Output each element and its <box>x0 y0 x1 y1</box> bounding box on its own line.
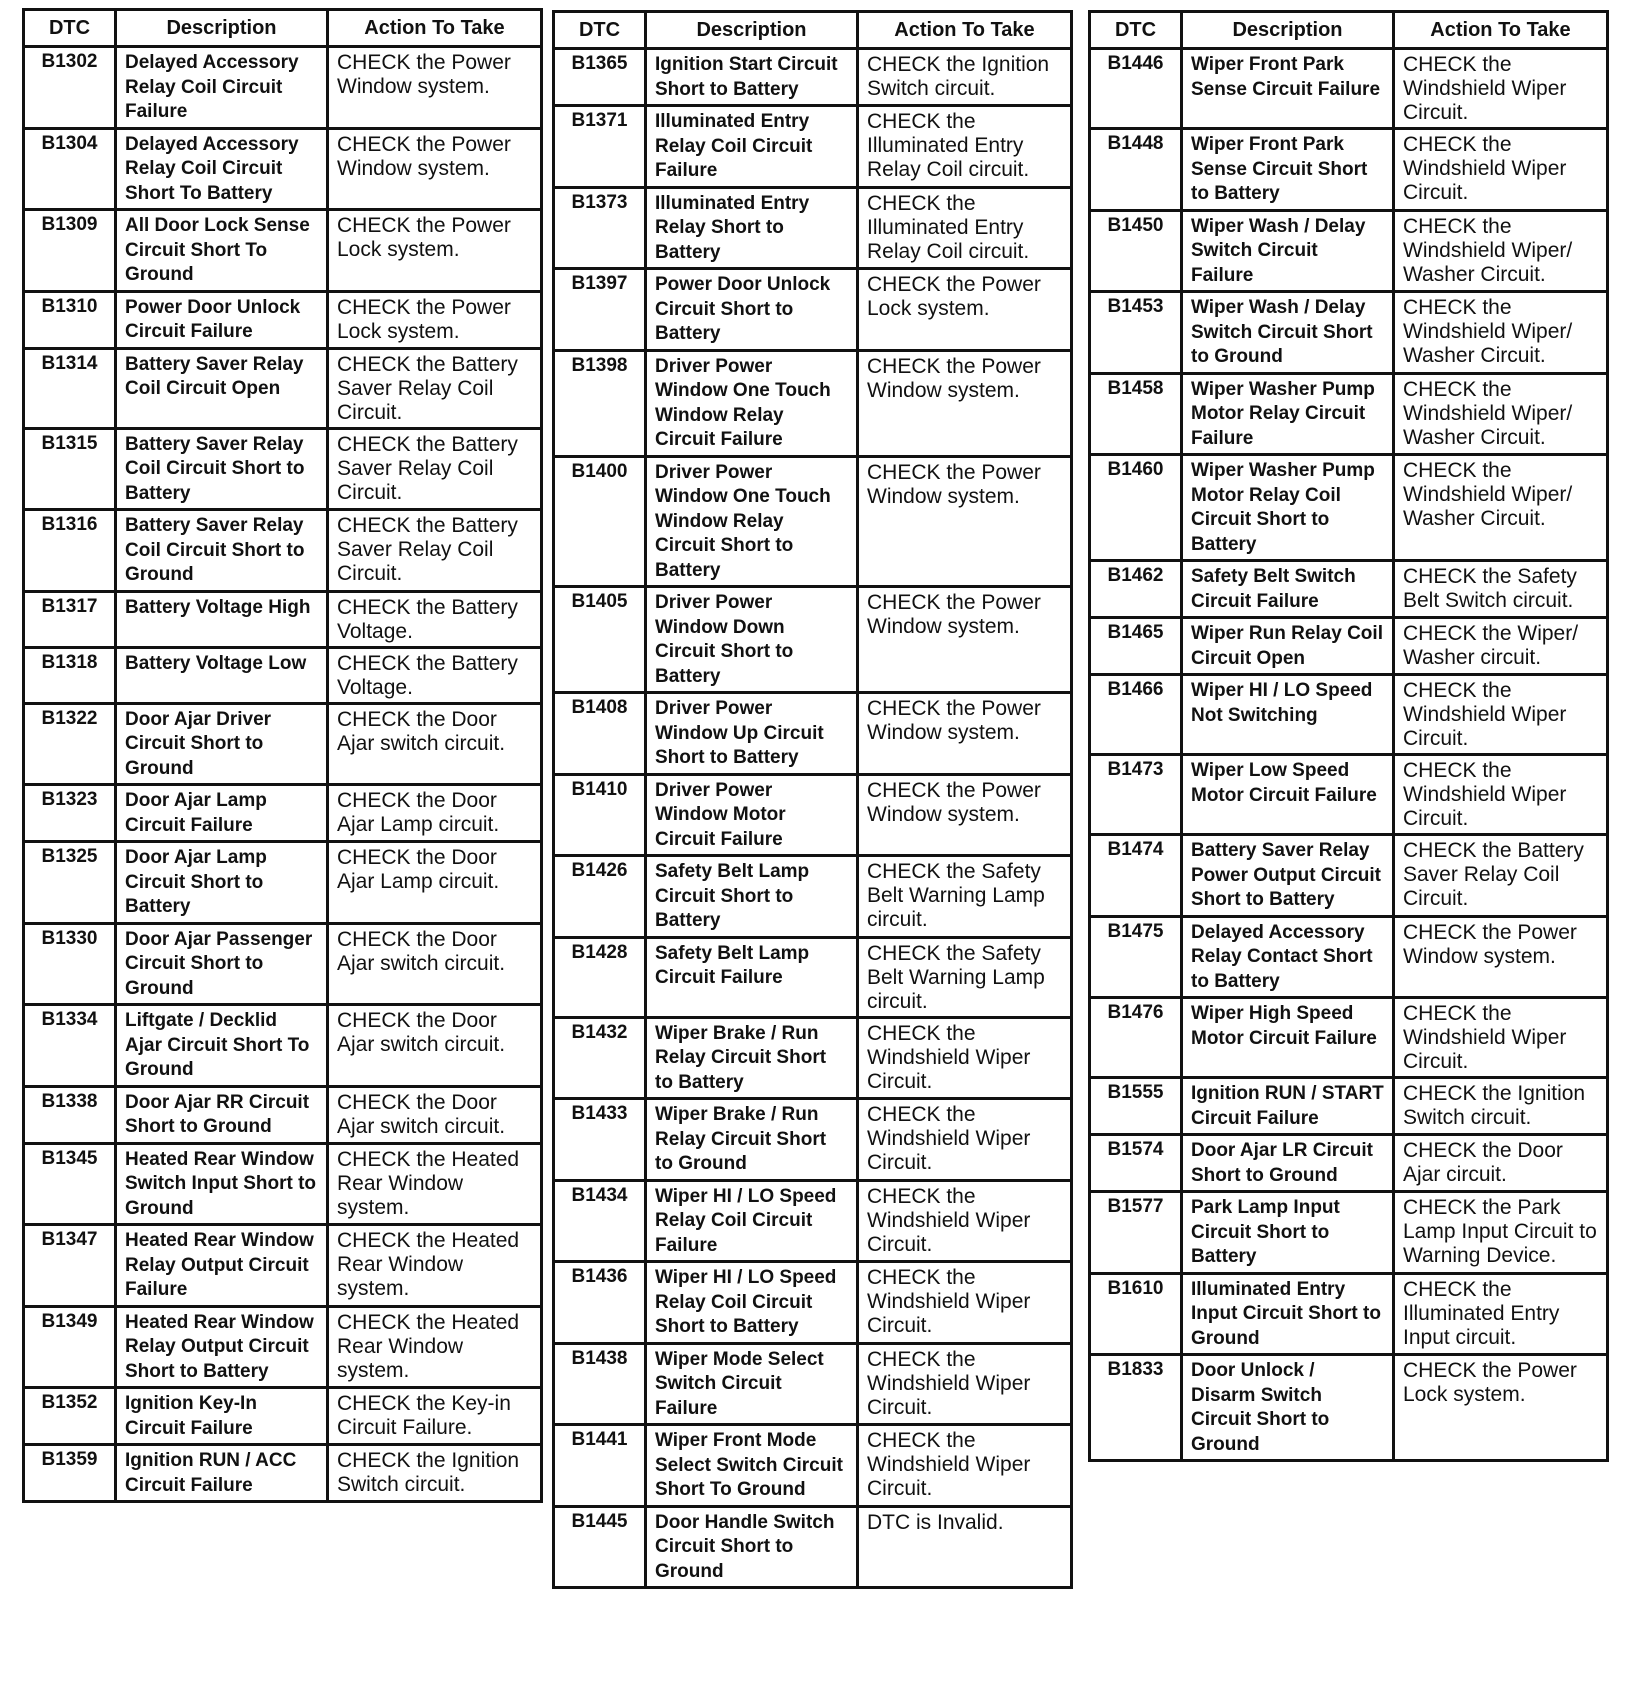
table-row <box>554 350 1072 456</box>
dtc-code-cell: B1352 <box>24 1388 116 1445</box>
description-cell: Wiper HI / LO Speed Relay Coil Circuit Short to Battery <box>646 1262 858 1344</box>
action-cell: CHECK the Power Window system. <box>858 774 1072 856</box>
description-cell: Driver Power Window One Touch Window Relay Circuit Short to Battery <box>646 456 858 587</box>
column-header-description: Description <box>1182 12 1394 49</box>
table-row <box>24 647 542 703</box>
action-cell: CHECK the Power Window system. <box>858 693 1072 775</box>
action-cell: CHECK the Door Ajar Lamp circuit. <box>328 842 542 924</box>
action-cell: CHECK the Windshield Wiper/ Washer Circuit. <box>1394 210 1608 292</box>
action-cell: CHECK the Windshield Wiper Circuit. <box>858 1017 1072 1099</box>
action-cell: CHECK the Park Lamp Input Circuit to Warning Device. <box>1394 1192 1608 1274</box>
description-cell: Battery Voltage High <box>116 591 328 647</box>
action-cell: CHECK the Power Lock system. <box>328 210 542 292</box>
dtc-code-cell: B1453 <box>1090 292 1182 374</box>
table-row <box>1090 1355 1608 1461</box>
action-cell: CHECK the Safety Belt Warning Lamp circuit. <box>858 937 1072 1017</box>
action-cell: CHECK the Ignition Switch circuit. <box>1394 1078 1608 1135</box>
action-cell: CHECK the Power Window system. <box>858 456 1072 587</box>
dtc-code-cell: B1317 <box>24 591 116 647</box>
column-header-dtc: DTC <box>24 10 116 47</box>
column-header-action: Action To Take <box>328 10 542 47</box>
table-row <box>24 1143 542 1225</box>
dtc-code-cell: B1309 <box>24 210 116 292</box>
dtc-code-cell: B1410 <box>554 774 646 856</box>
dtc-code-cell: B1323 <box>24 785 116 842</box>
table-row <box>554 937 1072 1017</box>
table-row <box>554 1262 1072 1344</box>
action-cell: CHECK the Wiper/ Washer circuit. <box>1394 618 1608 675</box>
action-cell: CHECK the Battery Saver Relay Coil Circuit. <box>1394 835 1608 917</box>
dtc-code-cell: B1359 <box>24 1445 116 1502</box>
description-cell: Wiper High Speed Motor Circuit Failure <box>1182 998 1394 1078</box>
dtc-code-cell: B1338 <box>24 1086 116 1143</box>
table-row <box>24 1388 542 1445</box>
table-row <box>1090 916 1608 998</box>
description-cell: Safety Belt Lamp Circuit Failure <box>646 937 858 1017</box>
table-row <box>554 106 1072 188</box>
description-cell: Liftgate / Decklid Ajar Circuit Short To Ground <box>116 1005 328 1087</box>
action-cell: CHECK the Windshield Wiper/ Washer Circuit. <box>1394 292 1608 374</box>
dtc-code-cell: B1330 <box>24 923 116 1005</box>
action-cell: CHECK the Illuminated Entry Relay Coil circuit. <box>858 106 1072 188</box>
description-cell: Door Ajar Lamp Circuit Failure <box>116 785 328 842</box>
dtc-code-cell: B1475 <box>1090 916 1182 998</box>
table-row <box>24 703 542 785</box>
action-cell: CHECK the Key-in Circuit Failure. <box>328 1388 542 1445</box>
dtc-code-cell: B1426 <box>554 856 646 938</box>
description-cell: Delayed Accessory Relay Coil Circuit Failure <box>116 47 328 129</box>
action-cell: CHECK the Heated Rear Window system. <box>328 1225 542 1307</box>
table-row <box>554 1017 1072 1099</box>
table-row <box>1090 49 1608 129</box>
description-cell: Wiper Brake / Run Relay Circuit Short to Battery <box>646 1017 858 1099</box>
dtc-code-cell: B1428 <box>554 937 646 1017</box>
table-row <box>554 1425 1072 1507</box>
description-cell: Door Ajar LR Circuit Short to Ground <box>1182 1135 1394 1192</box>
description-cell: Door Ajar Passenger Circuit Short to Ground <box>116 923 328 1005</box>
description-cell: Ignition RUN / ACC Circuit Failure <box>116 1445 328 1502</box>
dtc-code-cell: B1555 <box>1090 1078 1182 1135</box>
table-header <box>1090 12 1608 49</box>
description-cell: Delayed Accessory Relay Contact Short to Battery <box>1182 916 1394 998</box>
action-cell: CHECK the Battery Saver Relay Coil Circuit. <box>328 428 542 510</box>
description-cell: Safety Belt Lamp Circuit Short to Battery <box>646 856 858 938</box>
action-cell: CHECK the Windshield Wiper Circuit. <box>1394 675 1608 755</box>
action-cell: CHECK the Door Ajar switch circuit. <box>328 923 542 1005</box>
description-cell: Door Unlock / Disarm Switch Circuit Short to Ground <box>1182 1355 1394 1461</box>
dtc-code-cell: B1458 <box>1090 373 1182 455</box>
description-cell: Park Lamp Input Circuit Short to Battery <box>1182 1192 1394 1274</box>
description-cell: Wiper HI / LO Speed Relay Coil Circuit Failure <box>646 1180 858 1262</box>
dtc-code-cell: B1304 <box>24 128 116 210</box>
description-cell: Power Door Unlock Circuit Short to Battery <box>646 269 858 351</box>
description-cell: Driver Power Window Down Circuit Short to Battery <box>646 587 858 693</box>
table-row <box>1090 210 1608 292</box>
table-row <box>24 785 542 842</box>
description-cell: Wiper Front Mode Select Switch Circuit Short To Ground <box>646 1425 858 1507</box>
dtc-code-cell: B1397 <box>554 269 646 351</box>
dtc-code-cell: B1445 <box>554 1506 646 1588</box>
action-cell: CHECK the Windshield Wiper Circuit. <box>1394 129 1608 211</box>
dtc-code-cell: B1433 <box>554 1099 646 1181</box>
dtc-code-cell: B1345 <box>24 1143 116 1225</box>
dtc-code-cell: B1405 <box>554 587 646 693</box>
description-cell: Wiper Brake / Run Relay Circuit Short to Ground <box>646 1099 858 1181</box>
dtc-code-cell: B1365 <box>554 49 646 106</box>
action-cell: CHECK the Power Window system. <box>328 47 542 129</box>
dtc-code-cell: B1476 <box>1090 998 1182 1078</box>
column-header-action: Action To Take <box>1394 12 1608 49</box>
action-cell: CHECK the Power Lock system. <box>328 291 542 348</box>
dtc-code-cell: B1334 <box>24 1005 116 1087</box>
description-cell: Wiper HI / LO Speed Not Switching <box>1182 675 1394 755</box>
table-row <box>554 1180 1072 1262</box>
action-cell: CHECK the Power Window system. <box>1394 916 1608 998</box>
action-cell: CHECK the Safety Belt Switch circuit. <box>1394 561 1608 618</box>
table-row <box>1090 561 1608 618</box>
dtc-code-cell: B1446 <box>1090 49 1182 129</box>
table-header <box>24 10 542 47</box>
dtc-code-cell: B1434 <box>554 1180 646 1262</box>
dtc-code-cell: B1408 <box>554 693 646 775</box>
table-row <box>1090 129 1608 211</box>
dtc-code-cell: B1432 <box>554 1017 646 1099</box>
description-cell: Ignition Start Circuit Short to Battery <box>646 49 858 106</box>
dtc-code-cell: B1349 <box>24 1306 116 1388</box>
action-cell: CHECK the Windshield Wiper Circuit. <box>858 1262 1072 1344</box>
description-cell: All Door Lock Sense Circuit Short To Ground <box>116 210 328 292</box>
table-row <box>24 591 542 647</box>
table-row <box>554 587 1072 693</box>
action-cell: CHECK the Battery Voltage. <box>328 591 542 647</box>
table-row <box>24 1005 542 1087</box>
description-cell: Battery Saver Relay Coil Circuit Short to Ground <box>116 510 328 592</box>
action-cell: CHECK the Heated Rear Window system. <box>328 1143 542 1225</box>
column-header-action: Action To Take <box>858 12 1072 49</box>
description-cell: Wiper Wash / Delay Switch Circuit Failure <box>1182 210 1394 292</box>
dtc-code-cell: B1371 <box>554 106 646 188</box>
table-row <box>24 47 542 129</box>
description-cell: Wiper Washer Pump Motor Relay Circuit Failure <box>1182 373 1394 455</box>
description-cell: Ignition RUN / START Circuit Failure <box>1182 1078 1394 1135</box>
table-row <box>554 49 1072 106</box>
dtc-code-cell: B1833 <box>1090 1355 1182 1461</box>
table-row <box>24 128 542 210</box>
action-cell: CHECK the Ignition Switch circuit. <box>858 49 1072 106</box>
action-cell: CHECK the Windshield Wiper Circuit. <box>1394 755 1608 835</box>
description-cell: Heated Rear Window Relay Output Circuit Failure <box>116 1225 328 1307</box>
description-cell: Wiper Mode Select Switch Circuit Failure <box>646 1343 858 1425</box>
description-cell: Power Door Unlock Circuit Failure <box>116 291 328 348</box>
action-cell: CHECK the Safety Belt Warning Lamp circuit. <box>858 856 1072 938</box>
dtc-code-cell: B1316 <box>24 510 116 592</box>
action-cell: CHECK the Door Ajar switch circuit. <box>328 703 542 785</box>
column-header-dtc: DTC <box>554 12 646 49</box>
table-row <box>554 269 1072 351</box>
action-cell: CHECK the Illuminated Entry Relay Coil circuit. <box>858 187 1072 269</box>
description-cell: Driver Power Window One Touch Window Relay Circuit Failure <box>646 350 858 456</box>
action-cell: CHECK the Ignition Switch circuit. <box>328 1445 542 1502</box>
dtc-code-cell: B1438 <box>554 1343 646 1425</box>
table-row <box>24 348 542 428</box>
action-cell: CHECK the Power Lock system. <box>1394 1355 1608 1461</box>
action-cell: CHECK the Windshield Wiper Circuit. <box>858 1180 1072 1262</box>
dtc-table-right <box>1088 10 1609 1462</box>
description-cell: Battery Saver Relay Power Output Circuit Short to Battery <box>1182 835 1394 917</box>
action-cell: CHECK the Power Window system. <box>328 128 542 210</box>
table-row <box>1090 835 1608 917</box>
action-cell: CHECK the Door Ajar Lamp circuit. <box>328 785 542 842</box>
action-cell: CHECK the Windshield Wiper Circuit. <box>1394 49 1608 129</box>
description-cell: Wiper Run Relay Coil Circuit Open <box>1182 618 1394 675</box>
description-cell: Battery Saver Relay Coil Circuit Short to Battery <box>116 428 328 510</box>
table-row <box>24 1086 542 1143</box>
dtc-code-cell: B1574 <box>1090 1135 1182 1192</box>
table-row <box>24 510 542 592</box>
column-header-dtc: DTC <box>1090 12 1182 49</box>
description-cell: Wiper Low Speed Motor Circuit Failure <box>1182 755 1394 835</box>
table-row <box>554 1506 1072 1588</box>
description-cell: Wiper Washer Pump Motor Relay Coil Circuit Short to Battery <box>1182 455 1394 561</box>
action-cell: CHECK the Battery Saver Relay Coil Circuit. <box>328 348 542 428</box>
table-row <box>1090 292 1608 374</box>
dtc-table-left <box>22 8 543 1503</box>
description-cell: Ignition Key-In Circuit Failure <box>116 1388 328 1445</box>
action-cell: CHECK the Illuminated Entry Input circuit. <box>1394 1273 1608 1355</box>
action-cell: CHECK the Door Ajar switch circuit. <box>328 1005 542 1087</box>
action-cell: DTC is Invalid. <box>858 1506 1072 1588</box>
action-cell: CHECK the Power Window system. <box>858 350 1072 456</box>
description-cell: Wiper Front Park Sense Circuit Failure <box>1182 49 1394 129</box>
description-cell: Illuminated Entry Input Circuit Short to Ground <box>1182 1273 1394 1355</box>
description-cell: Driver Power Window Motor Circuit Failure <box>646 774 858 856</box>
dtc-code-cell: B1318 <box>24 647 116 703</box>
dtc-code-cell: B1325 <box>24 842 116 924</box>
dtc-code-cell: B1577 <box>1090 1192 1182 1274</box>
action-cell: CHECK the Windshield Wiper/ Washer Circuit. <box>1394 373 1608 455</box>
dtc-table-middle <box>552 10 1073 1589</box>
table-row <box>24 428 542 510</box>
description-cell: Door Ajar Lamp Circuit Short to Battery <box>116 842 328 924</box>
table-header <box>554 12 1072 49</box>
table-row <box>1090 675 1608 755</box>
table-row <box>554 693 1072 775</box>
dtc-code-cell: B1310 <box>24 291 116 348</box>
table-row <box>554 856 1072 938</box>
dtc-code-cell: B1314 <box>24 348 116 428</box>
table-row <box>24 1306 542 1388</box>
description-cell: Driver Power Window Up Circuit Short to Battery <box>646 693 858 775</box>
table-row <box>554 774 1072 856</box>
description-cell: Door Ajar RR Circuit Short to Ground <box>116 1086 328 1143</box>
action-cell: CHECK the Windshield Wiper Circuit. <box>858 1343 1072 1425</box>
table-row <box>554 1343 1072 1425</box>
description-cell: Door Handle Switch Circuit Short to Ground <box>646 1506 858 1588</box>
description-cell: Wiper Wash / Delay Switch Circuit Short to Ground <box>1182 292 1394 374</box>
description-cell: Battery Voltage Low <box>116 647 328 703</box>
description-cell: Illuminated Entry Relay Coil Circuit Failure <box>646 106 858 188</box>
dtc-code-cell: B1465 <box>1090 618 1182 675</box>
table-body <box>1090 49 1608 1461</box>
dtc-code-cell: B1400 <box>554 456 646 587</box>
dtc-code-cell: B1373 <box>554 187 646 269</box>
description-cell: Heated Rear Window Switch Input Short to Ground <box>116 1143 328 1225</box>
table-row <box>554 456 1072 587</box>
column-header-description: Description <box>116 10 328 47</box>
action-cell: CHECK the Battery Saver Relay Coil Circuit. <box>328 510 542 592</box>
table-body <box>24 47 542 1502</box>
dtc-code-cell: B1466 <box>1090 675 1182 755</box>
dtc-code-cell: B1322 <box>24 703 116 785</box>
dtc-code-cell: B1315 <box>24 428 116 510</box>
dtc-code-cell: B1473 <box>1090 755 1182 835</box>
table-row <box>1090 618 1608 675</box>
table-row <box>1090 1273 1608 1355</box>
action-cell: CHECK the Windshield Wiper Circuit. <box>858 1099 1072 1181</box>
table-row <box>1090 1192 1608 1274</box>
dtc-code-cell: B1474 <box>1090 835 1182 917</box>
description-cell: Wiper Front Park Sense Circuit Short to Battery <box>1182 129 1394 211</box>
table-row <box>554 1099 1072 1181</box>
dtc-code-cell: B1448 <box>1090 129 1182 211</box>
description-cell: Heated Rear Window Relay Output Circuit Short to Battery <box>116 1306 328 1388</box>
action-cell: CHECK the Power Window system. <box>858 587 1072 693</box>
table-row <box>1090 455 1608 561</box>
action-cell: CHECK the Windshield Wiper/ Washer Circuit. <box>1394 455 1608 561</box>
dtc-code-cell: B1347 <box>24 1225 116 1307</box>
dtc-code-cell: B1436 <box>554 1262 646 1344</box>
dtc-code-cell: B1302 <box>24 47 116 129</box>
table-row <box>1090 1135 1608 1192</box>
table-body <box>554 49 1072 1588</box>
action-cell: CHECK the Windshield Wiper Circuit. <box>1394 998 1608 1078</box>
description-cell: Illuminated Entry Relay Short to Battery <box>646 187 858 269</box>
table-row <box>24 1225 542 1307</box>
action-cell: CHECK the Windshield Wiper Circuit. <box>858 1425 1072 1507</box>
description-cell: Safety Belt Switch Circuit Failure <box>1182 561 1394 618</box>
table-row <box>24 291 542 348</box>
table-row <box>24 1445 542 1502</box>
description-cell: Door Ajar Driver Circuit Short to Ground <box>116 703 328 785</box>
column-header-description: Description <box>646 12 858 49</box>
description-cell: Delayed Accessory Relay Coil Circuit Short To Battery <box>116 128 328 210</box>
description-cell: Battery Saver Relay Coil Circuit Open <box>116 348 328 428</box>
action-cell: CHECK the Door Ajar switch circuit. <box>328 1086 542 1143</box>
dtc-code-cell: B1450 <box>1090 210 1182 292</box>
table-row <box>24 923 542 1005</box>
table-row <box>1090 998 1608 1078</box>
action-cell: CHECK the Heated Rear Window system. <box>328 1306 542 1388</box>
dtc-code-cell: B1398 <box>554 350 646 456</box>
action-cell: CHECK the Power Lock system. <box>858 269 1072 351</box>
action-cell: CHECK the Door Ajar circuit. <box>1394 1135 1608 1192</box>
table-row <box>24 842 542 924</box>
action-cell: CHECK the Battery Voltage. <box>328 647 542 703</box>
table-row <box>24 210 542 292</box>
table-row <box>1090 373 1608 455</box>
dtc-code-cell: B1441 <box>554 1425 646 1507</box>
dtc-code-cell: B1462 <box>1090 561 1182 618</box>
dtc-code-cell: B1610 <box>1090 1273 1182 1355</box>
table-row <box>1090 1078 1608 1135</box>
table-row <box>554 187 1072 269</box>
dtc-code-cell: B1460 <box>1090 455 1182 561</box>
table-row <box>1090 755 1608 835</box>
